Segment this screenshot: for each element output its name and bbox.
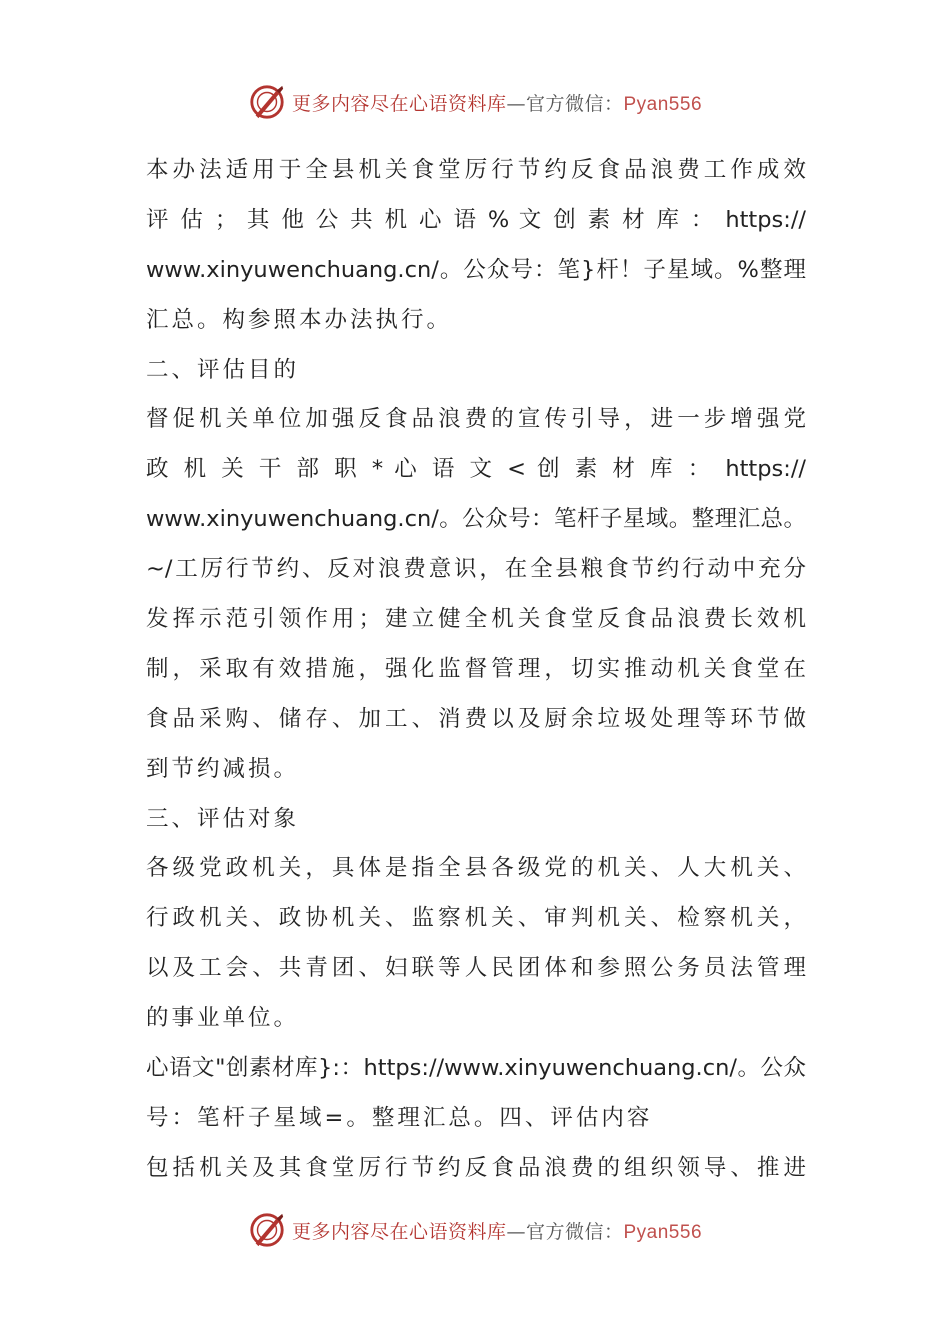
pen-logo-icon [248, 1211, 286, 1249]
body-line: 评 估 ； 其 他 公 共 机 心 语 % 文 创 素 材 库 ： https:// [146, 206, 806, 233]
body-line: 心语文"创素材库}:：https://www.xinyuwenchuang.cn/。公众 [146, 1055, 806, 1082]
section-heading: 二、评估目的 [146, 356, 300, 383]
header-watermark [0, 80, 950, 124]
body-line: 汇总。构参照本办法执行。 [146, 306, 453, 333]
body-line: 发挥示范引领作用；建立健全机关食堂反食品浪费长效机 [146, 606, 806, 633]
body-line: ~/工厉行节约、反对浪费意识，在全县粮食节约行动中充分 [146, 556, 806, 583]
watermark-text: 更多内容尽在心语资料库—官方微信：Pyan556 [291, 92, 703, 115]
watermark-text: 更多内容尽在心语资料库—官方微信：Pyan556 [291, 1220, 703, 1243]
body-line: 包括机关及其食堂厉行节约反食品浪费的组织领导、推进 [146, 1154, 806, 1181]
section-heading: 三、评估对象 [146, 805, 300, 832]
body-line: 政 机 关 干 部 职 * 心 语 文 < 创 素 材 库 ： https:// [146, 456, 806, 483]
body-line: 行政机关、政协机关、监察机关、审判机关、检察机关， [146, 905, 806, 932]
body-line: 的事业单位。 [146, 1005, 300, 1032]
body-line: 各级党政机关，具体是指全县各级党的机关、人大机关、 [146, 855, 806, 882]
body-line: 食品采购、储存、加工、消费以及厨余垃圾处理等环节做 [146, 705, 806, 732]
body-line: 督促机关单位加强反食品浪费的宣传引导，进一步增强党 [146, 406, 806, 433]
body-line: www.xinyuwenchuang.cn/。公众号：笔杆子星域。整理汇总。 [146, 506, 806, 533]
body-line: 号：笔杆子星域=。整理汇总。四、评估内容 [146, 1104, 653, 1131]
body-line: 本办法适用于全县机关食堂厉行节约反食品浪费工作成效 [146, 157, 806, 183]
footer-watermark [0, 1208, 950, 1252]
document-body [146, 146, 806, 1194]
body-line: 以及工会、共青团、妇联等人民团体和参照公务员法管理 [146, 955, 806, 982]
body-line: 制，采取有效措施，强化监督管理，切实推动机关食堂在 [146, 655, 806, 682]
body-line: www.xinyuwenchuang.cn/。公众号：笔}杆！子星域。%整理 [146, 256, 806, 283]
body-line: 到节约减损。 [146, 755, 300, 782]
pen-logo-icon [248, 83, 286, 121]
